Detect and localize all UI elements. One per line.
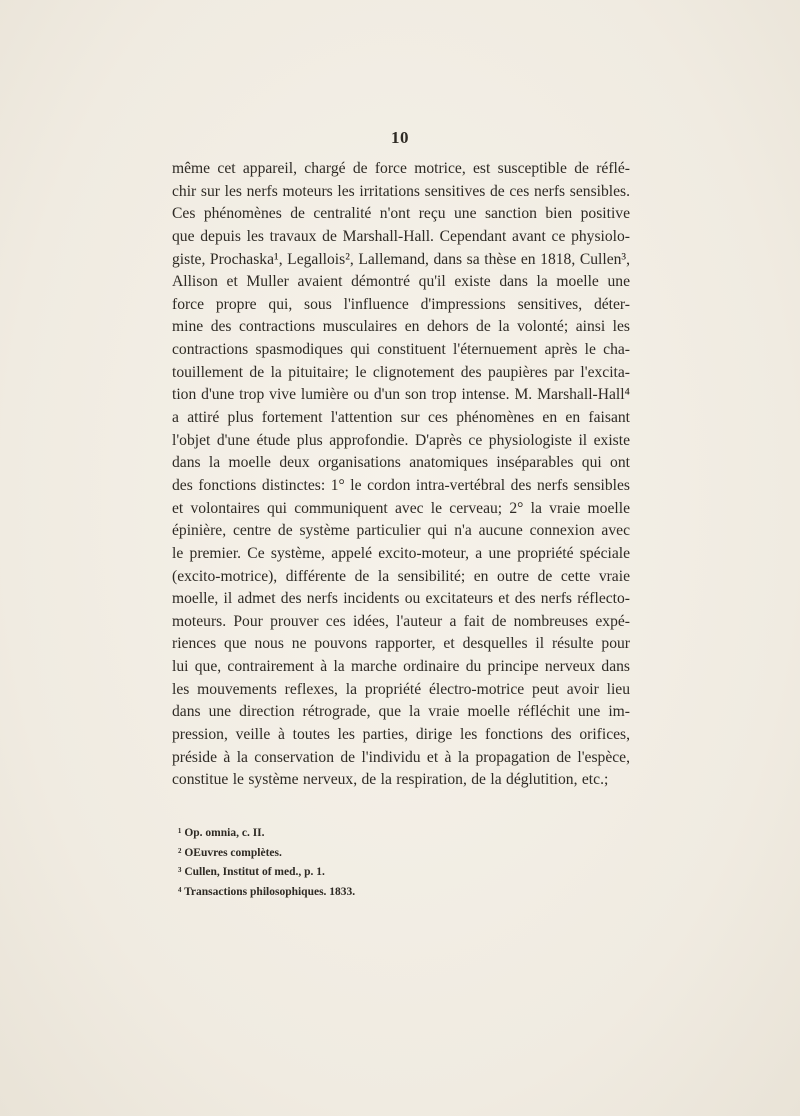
text-line: le premier. Ce système, appelé excito-moteur, a une propriété spéciale: [172, 544, 630, 562]
text-line: Allison et Muller avaient démontré qu'il existe dans la moelle une: [172, 273, 630, 291]
text-line: dans une direction rétrograde, que la vraie moelle réfléchit une im-: [172, 703, 630, 721]
text-line: Ces phénomènes de centralité n'ont reçu une sanction bien positive: [172, 205, 630, 223]
text-line: que depuis les travaux de Marshall-Hall. Cependant avant ce physiolo-: [172, 227, 630, 245]
text-line: préside à la conservation de l'individu et à la propagation de l'espèce,: [172, 748, 630, 766]
body-text: [172, 158, 630, 792]
text-line: pression, veille à toutes les parties, dirige les fonctions des orifices,: [172, 726, 630, 744]
text-line: contractions spasmodiques qui constituent l'éternuement après le cha-: [172, 341, 630, 359]
text-line: des fonctions distinctes: 1° le cordon intra-vertébral des nerfs sensibles: [172, 476, 630, 494]
text-line: constitue le système nerveux, de la respiration, de la déglutition, etc.;: [172, 771, 609, 789]
text-line: l'objet d'une étude plus approfondie. D'après ce physiologiste il existe: [172, 431, 630, 449]
text-line: lui que, contrairement à la marche ordinaire du principe nerveux dans: [172, 658, 630, 676]
text-line: riences que nous ne pouvons rapporter, et desquelles il résulte pour: [172, 635, 630, 653]
text-line: moelle, il admet des nerfs incidents ou excitateurs et des nerfs réflecto-: [172, 590, 630, 608]
text-line: chir sur les nerfs moteurs les irritations sensitives de ces nerfs sensibles.: [172, 182, 630, 200]
text-line: les mouvements reflexes, la propriété électro-motrice peut avoir lieu: [172, 680, 630, 698]
footnote: ⁴ Transactions philosophiques. 1833.: [178, 885, 356, 898]
footnote: ² OEuvres complètes.: [178, 846, 282, 859]
text-line: épinière, centre de système particulier qui n'a aucune connexion avec: [172, 522, 630, 540]
text-line: giste, Prochaska¹, Legallois², Lallemand, dans sa thèse en 1818, Cullen³,: [172, 250, 630, 268]
text-line: même cet appareil, chargé de force motrice, est susceptible de réflé-: [172, 160, 630, 177]
text-line: force propre qui, sous l'influence d'impressions sensitives, déter-: [172, 295, 630, 313]
text-line: tion d'une trop vive lumière ou d'un son trop intense. M. Marshall-Hall⁴: [172, 386, 630, 404]
footnotes: [178, 824, 578, 902]
text-line: dans la moelle deux organisations anatomiques inséparables qui ont: [172, 454, 630, 472]
text-line: et volontaires qui communiquent avec le cerveau; 2° la vraie moelle: [172, 499, 630, 517]
text-line: mine des contractions musculaires en dehors de la volonté; ainsi les: [172, 318, 630, 336]
page-number: 10: [391, 128, 409, 147]
text-line: (excito-motrice), différente de la sensibilité; en outre de cette vraie: [172, 567, 630, 585]
footnote: ¹ Op. omnia, c. II.: [178, 827, 265, 839]
text-line: moteurs. Pour prouver ces idées, l'auteur a fait de nombreuses expé-: [172, 612, 630, 630]
text-line: touillement de la pituitaire; le clignotement des paupières par l'excita-: [172, 363, 630, 381]
text-line: a attiré plus fortement l'attention sur ces phénomènes en en faisant: [172, 409, 630, 427]
footnote: ³ Cullen, Institut of med., p. 1.: [178, 866, 325, 878]
